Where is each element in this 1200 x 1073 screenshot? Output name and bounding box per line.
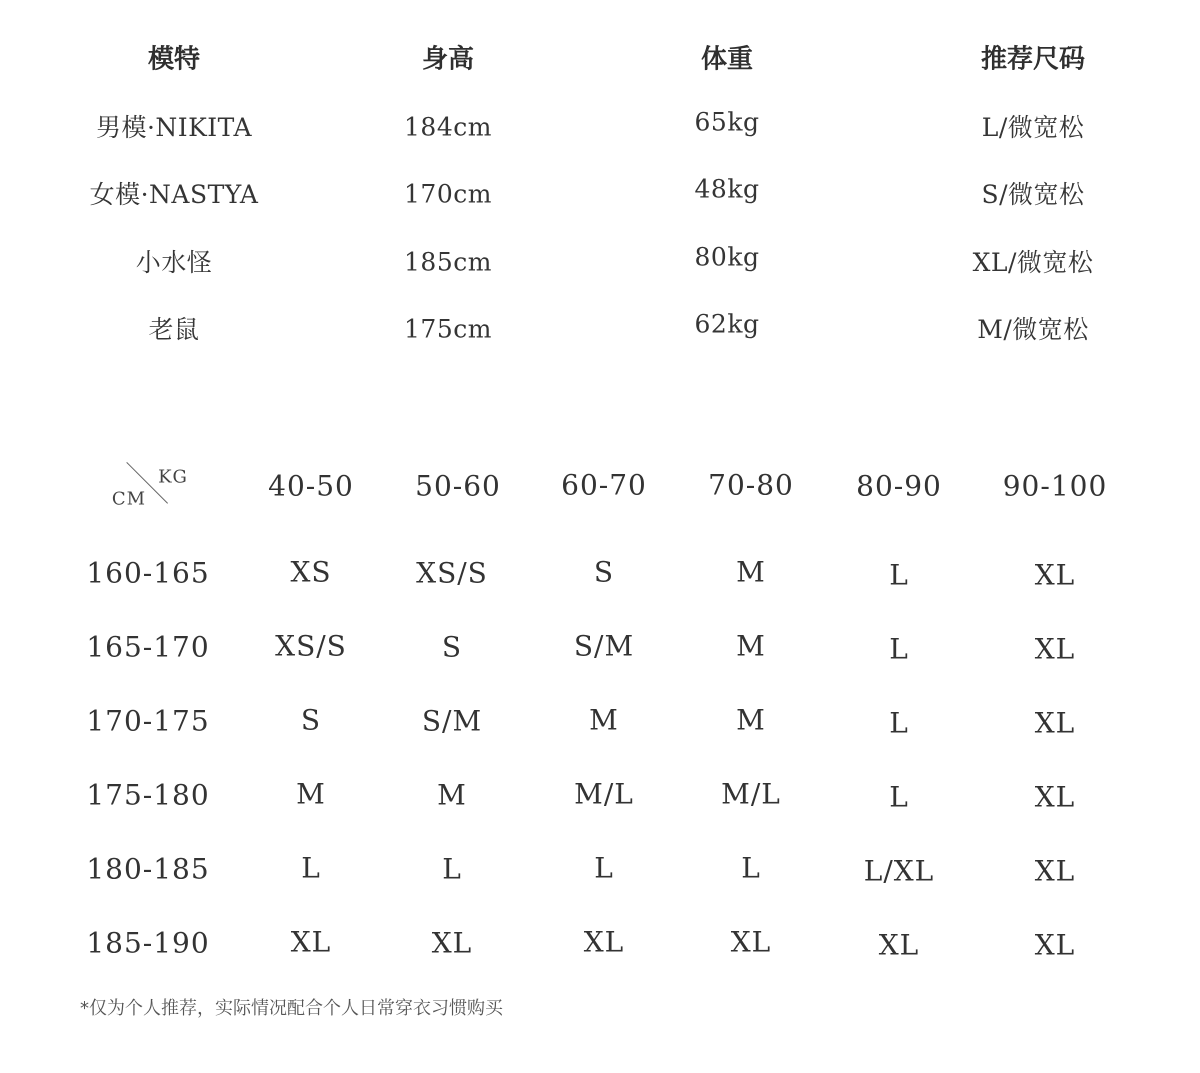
size-cell: S <box>300 703 322 737</box>
model-weight-3: 80kg <box>694 242 760 272</box>
model-size-2: S/微宽松 <box>981 180 1085 209</box>
size-cell: XL <box>431 926 473 960</box>
size-cell: XL <box>290 925 332 959</box>
size-cell: XL <box>1034 928 1076 962</box>
size-cell: S <box>441 630 463 664</box>
size-cell: XL <box>1034 780 1076 814</box>
height-range-label: 165-170 <box>86 630 210 664</box>
size-cell: M <box>296 777 326 811</box>
corner-cm-label: CM <box>111 488 147 510</box>
size-cell: M <box>589 703 619 737</box>
model-weight-1: 65kg <box>694 107 760 137</box>
weight-range-header: 70-80 <box>708 468 794 502</box>
model-header-model: 模特 <box>147 44 201 75</box>
model-size-4: M/微宽松 <box>977 315 1089 344</box>
size-cell: M <box>736 629 766 663</box>
size-cell: L <box>889 632 909 666</box>
size-cell: XL <box>1034 558 1076 592</box>
size-cell: XL <box>878 928 920 962</box>
size-cell: L <box>889 780 909 814</box>
size-cell: XL <box>1034 632 1076 666</box>
model-weight-2: 48kg <box>694 174 760 204</box>
size-cell: L <box>442 852 462 886</box>
size-cell: S/M <box>421 704 483 738</box>
model-height-3: 185cm <box>404 247 492 277</box>
height-range-label: 175-180 <box>86 778 210 812</box>
size-cell: M <box>736 703 766 737</box>
size-cell: M <box>437 778 467 812</box>
weight-range-header: 90-100 <box>1002 469 1108 503</box>
model-header-weight: 体重 <box>700 44 754 75</box>
corner-kg-label: KG <box>158 466 188 488</box>
size-cell: M/L <box>721 777 781 811</box>
size-cell: S <box>593 555 615 589</box>
model-weight-4: 62kg <box>694 309 760 339</box>
size-cell: XS/S <box>275 629 347 663</box>
model-name-3: 小水怪 <box>135 248 213 277</box>
model-header-height: 身高 <box>421 44 475 75</box>
model-height-4: 175cm <box>404 314 492 344</box>
size-cell: M <box>736 555 766 589</box>
model-height-1: 184cm <box>404 112 492 142</box>
model-size-1: L/微宽松 <box>981 113 1085 142</box>
size-cell: XL <box>583 925 625 959</box>
weight-range-header: 60-70 <box>561 468 647 502</box>
size-cell: L <box>301 851 321 885</box>
weight-range-header: 40-50 <box>268 469 354 503</box>
size-cell: S/M <box>573 629 635 663</box>
size-cell: M/L <box>574 777 634 811</box>
recommendation-footnote: *仅为个人推荐，实际情况配合个人日常穿衣习惯购买 <box>80 998 503 1019</box>
size-cell: L <box>741 851 761 885</box>
model-name-2: 女模·NASTYA <box>89 180 259 209</box>
weight-range-header: 50-60 <box>415 469 501 503</box>
size-cell: XL <box>730 925 772 959</box>
size-cell: L <box>889 558 909 592</box>
size-cell: L <box>889 706 909 740</box>
model-name-4: 老鼠 <box>148 315 200 344</box>
size-cell: XS/S <box>416 556 488 590</box>
size-cell: XL <box>1034 706 1076 740</box>
model-header-recommended-size: 推荐尺码 <box>980 44 1086 75</box>
size-cell: L <box>594 851 614 885</box>
model-height-2: 170cm <box>404 179 492 209</box>
weight-range-header: 80-90 <box>856 469 942 503</box>
size-cell: XS <box>290 555 332 589</box>
height-range-label: 185-190 <box>86 926 210 960</box>
size-cell: L/XL <box>863 854 935 888</box>
model-size-3: XL/微宽松 <box>972 248 1094 277</box>
height-range-label: 180-185 <box>86 852 210 886</box>
height-range-label: 170-175 <box>86 704 210 738</box>
model-name-1: 男模·NIKITA <box>95 113 253 142</box>
size-cell: XL <box>1034 854 1076 888</box>
height-range-label: 160-165 <box>86 556 210 590</box>
